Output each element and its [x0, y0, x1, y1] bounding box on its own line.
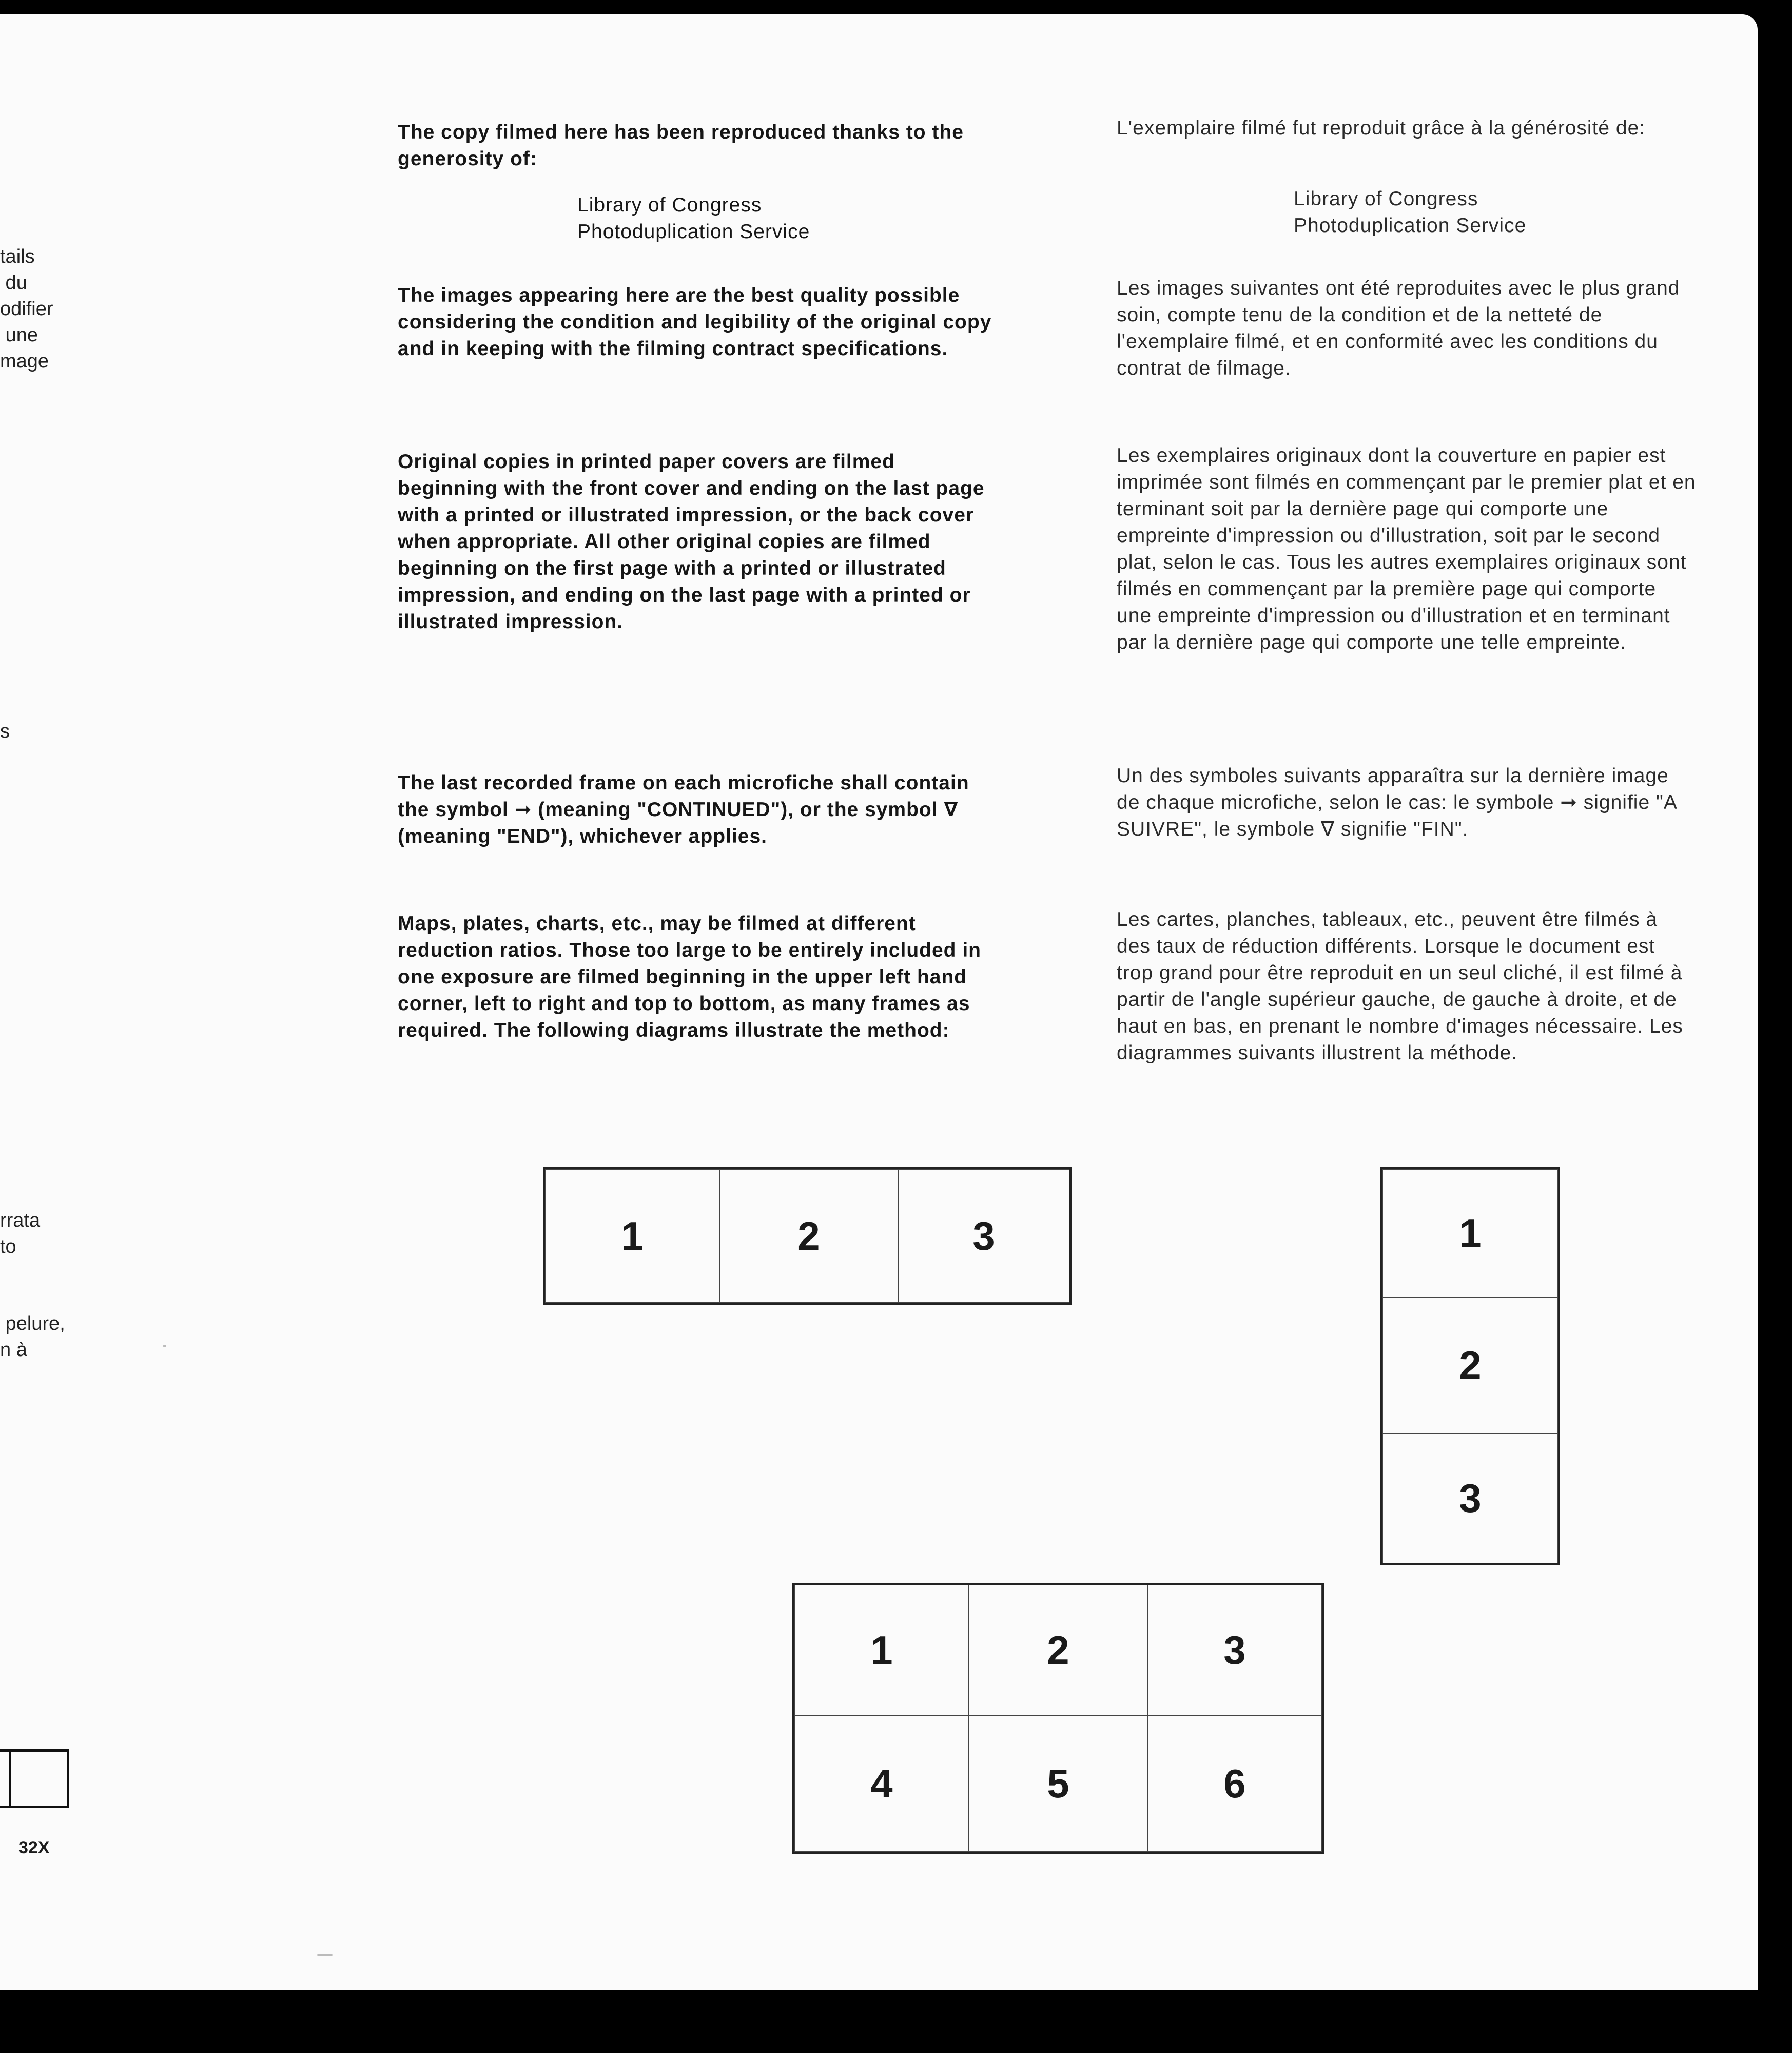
margin-fragment-4: pelure, n à — [0, 1313, 65, 1361]
diagram-frame: 2 — [969, 1585, 1147, 1716]
margin-fragment-3: rrata to — [0, 1210, 41, 1257]
diagram-frame: 6 — [1147, 1716, 1322, 1852]
margin-fragment-2: s — [0, 721, 10, 742]
diagram-vertical — [1380, 1167, 1560, 1565]
scan-speck — [163, 1345, 166, 1347]
french-paragraph-1: L'exemplaire filmé fut reproduit grâce à la générosité de: — [1117, 117, 1646, 139]
english-institution-line-2: Photoduplication Service — [577, 221, 810, 243]
english-paragraph-5: Maps, plates, charts, etc., may be filmed at different reduction ratios. Those too large to be entirely included in one exposure are filmed beginning in the upper left hand corner, left to right and top to bottom, as many frames as required. The following diagrams illustrate the method: — [398, 913, 981, 1041]
scan-border-right — [1758, 0, 1792, 2053]
diagram-grid — [792, 1583, 1324, 1854]
diagram-frame: 2 — [1382, 1297, 1558, 1434]
diagram-frame: 3 — [1382, 1434, 1558, 1563]
french-institution-line-2: Photoduplication Service — [1294, 215, 1527, 237]
english-paragraph-2: The images appearing here are the best quality possible considering the condition and legibility of the original copy and in keeping with the filming contract specifications. — [398, 284, 992, 360]
document-page — [0, 14, 1758, 1990]
diagram-frame: 1 — [794, 1585, 969, 1716]
diagram-frame: 1 — [545, 1169, 719, 1303]
french-institution-line-1: Library of Congress — [1294, 188, 1478, 210]
resolution-strip-tail — [0, 1749, 69, 1808]
scan-speck — [317, 1954, 333, 1956]
margin-fragment-1: tails du odifier une mage — [0, 246, 53, 372]
diagram-frame: 4 — [794, 1716, 969, 1852]
diagram-frame: 3 — [1147, 1585, 1322, 1716]
french-paragraph-4: Un des symboles suivants apparaîtra sur la dernière image de chaque microfiche, selon le cas: le symbole ➞ signifie "A SUIVRE", le symbole ∇ signifie "FIN". — [1117, 765, 1677, 840]
diagram-frame: 3 — [898, 1169, 1069, 1303]
english-paragraph-1: The copy filmed here has been reproduced thanks to the generosity of: — [398, 121, 964, 170]
scan-border-bottom — [0, 1990, 1792, 2053]
french-paragraph-2: Les images suivantes ont été reproduites avec le plus grand soin, compte tenu de la condition et de la netteté de l'exemplaire filmé, et en conformité avec les conditions du contrat de filmage. — [1117, 277, 1680, 379]
english-paragraph-4: The last recorded frame on each microfiche shall contain the symbol ➞ (meaning "CONTINUED"), or the symbol ∇ (meaning "END"), whichever applies. — [398, 772, 969, 847]
english-institution-line-1: Library of Congress — [577, 194, 762, 216]
resolution-strip-label: 32X — [18, 1838, 50, 1857]
diagram-frame: 2 — [719, 1169, 898, 1303]
diagram-frame: 1 — [1382, 1169, 1558, 1297]
diagram-frame: 5 — [969, 1716, 1147, 1852]
french-paragraph-5: Les cartes, planches, tableaux, etc., peuvent être filmés à des taux de réduction différents. Lorsque le document est trop grand pour être reproduit en un seul cliché, il est filmé à partir de l'angle supérieur gauche, de gauche à droite, et de haut en bas, en prenant le nombre d'images nécessaire. Les diagrammes suivants illustrent la méthode. — [1117, 908, 1683, 1064]
french-paragraph-3: Les exemplaires originaux dont la couverture en papier est imprimée sont filmés en commençant par le premier plat et en terminant soit par la dernière page qui comporte une empreinte d'impression ou d'illustration, soit par le second plat, selon le cas. Tous les autres exemplaires originaux sont filmés en commençant par la première page qui comporte une empreinte d'impression ou d'illustration et en terminant par la dernière page qui comporte une telle empreinte. — [1117, 444, 1696, 653]
diagram-horizontal — [543, 1167, 1072, 1305]
english-paragraph-3: Original copies in printed paper covers are filmed beginning with the front cover and ending on the last page with a printed or illustrated impression, or the back cover when appropriate. All other original copies are filmed beginning on the first page with a printed or illustrated impression, and ending on the last page with a printed or illustrated impression. — [398, 451, 985, 633]
